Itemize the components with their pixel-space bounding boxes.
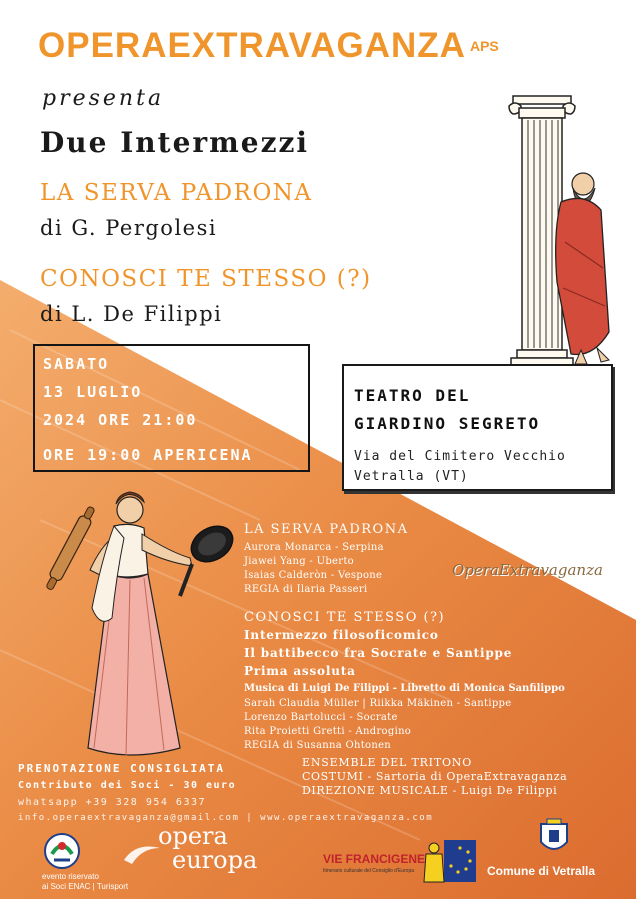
credits-direzione: DIREZIONE MUSICALE - Luigi De Filippi (302, 784, 558, 797)
enac-logo (42, 832, 86, 870)
cast-conosci-tagline2: Il battibecco fra Socrate e Santippe (244, 646, 513, 660)
enac-note-2: ai Soci ENAC | Turisport (42, 882, 129, 891)
program-author-1: di G. Pergolesi (40, 216, 218, 240)
credits-costumi: COSTUMI - Sartoria di OperaExtravaganza (302, 770, 568, 783)
booking-contacts: info.operaextravaganza@gmail.com | www.operaextravaganza.com (18, 813, 434, 823)
column-socrates-illustration (505, 92, 615, 377)
page-subtitle: Due Intermezzi (40, 126, 310, 159)
credits-ensemble: ENSEMBLE DEL TRITONO (302, 756, 473, 769)
date-date: 13 LUGLIO (43, 383, 143, 401)
pilgrim-eu-logo (420, 838, 478, 884)
cast-serva-line: Aurora Monarca - Serpina (244, 542, 384, 553)
opera-europa-logo-line2: europa (172, 846, 258, 874)
program-title-2: CONOSCI TE STESSO (?) (40, 266, 372, 292)
booking-contribution: Contributo dei Soci - 30 euro (18, 780, 237, 791)
cast-conosci-tagline1: Intermezzo filosoficomico (244, 628, 439, 642)
cast-serva-line: Isaias Calderòn - Vespone (244, 570, 383, 581)
vie-francigene-logo: VIE FRANCIGENE (323, 852, 426, 866)
cast-serva-line: Jiawei Yang - Uberto (244, 556, 354, 567)
comune-logo-text: Comune di Vetralla (487, 864, 596, 878)
cast-serva-line: REGIA di Ilaria Passeri (244, 584, 368, 595)
venue-name-line2: GIARDINO SEGRETO (354, 414, 541, 433)
cast-serva-title: LA SERVA PADRONA (244, 522, 409, 537)
venue-address-line2: Vetralla (VT) (354, 469, 469, 484)
enac-note-1: evento riservato (42, 872, 99, 881)
date-apericena: ORE 19:00 APERICENA (43, 446, 253, 464)
venue-address-line1: Via del Cimitero Vecchio (354, 449, 566, 464)
presenta-text: presenta (42, 86, 165, 111)
organization-title (38, 26, 499, 66)
date-year-time: 2024 ORE 21:00 (43, 411, 198, 429)
date-day: SABATO (43, 355, 110, 373)
booking-whatsapp: whatsapp +39 328 954 6337 (18, 797, 207, 808)
signature-logo: OperaExtravaganza (452, 561, 603, 579)
cast-conosci-line: Sarah Claudia Müller | Riikka Mäkinen - Santippe (244, 698, 512, 709)
serpina-illustration (30, 478, 245, 763)
date-box (33, 344, 310, 472)
cast-conosci-music: Musica di Luigi De Filippi - Libretto di Monica Sanfilippo (244, 683, 565, 694)
opera-europa-logo-line1: opera (158, 822, 228, 850)
venue-name-line1: TEATRO DEL (354, 386, 471, 405)
cast-conosci-line: Rita Proietti Gretti - Androgino (244, 726, 412, 737)
vie-francigene-subtitle: Itinerario culturale del Consiglio d'Europa (323, 868, 415, 874)
opera-europa-swirl-icon (122, 840, 162, 868)
comune-crest-icon (537, 818, 571, 858)
cast-conosci-title: CONOSCI TE STESSO (?) (244, 610, 446, 625)
program-title-1: LA SERVA PADRONA (40, 180, 313, 206)
program-author-2: di L. De Filippi (40, 302, 223, 326)
cast-conosci-line: Lorenzo Bartolucci - Socrate (244, 712, 398, 723)
cast-conosci-tagline3: Prima assoluta (244, 664, 356, 678)
title-suffix: APS (469, 38, 499, 54)
booking-title: PRENOTAZIONE CONSIGLIATA (18, 762, 225, 775)
cast-conosci-line: REGIA di Susanna Ohtonen (244, 740, 392, 751)
title-text: OPERAEXTRAVAGANZA (38, 26, 466, 65)
venue-box (342, 364, 613, 491)
